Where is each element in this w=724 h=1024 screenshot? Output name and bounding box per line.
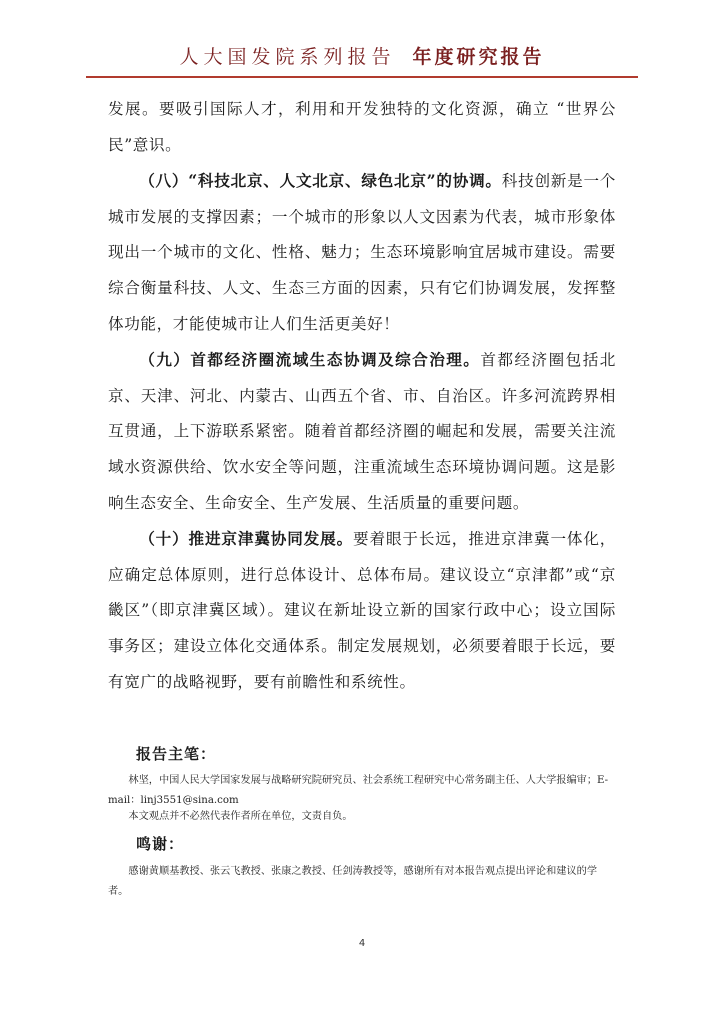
- paragraph-section-10: [108, 521, 616, 700]
- page-header: [86, 42, 638, 76]
- paragraph-text: 发展。要吸引国际人才，利用和开发独特的文化资源，确立 “世界公民”意识。: [108, 100, 616, 154]
- acknowledgement-heading: 鸣谢：: [136, 835, 185, 853]
- series-title: 人大国发院系列报告: [179, 46, 396, 68]
- paragraph-text: 首都经济圈包括北京、天津、河北、内蒙古、山西五个省、市、自治区。许多河流跨界相互贯通，上下游联系紧密。随着首都经济圈的崛起和发展，需要关注流域水资源供给、饮水安全等问题，注重流域生态环境协调问题。这是影响生态安全、生命安全、生产发展、生活质量的重要问题。: [108, 351, 616, 512]
- section-heading: （九）首都经济圈流域生态协调及综合治理。: [139, 350, 481, 370]
- acknowledgement-text: 感谢黄顺基教授、张云飞教授、张康之教授、任剑涛教授等，感谢所有对本报告观点提出评论和建议的学者。: [108, 866, 598, 897]
- paragraph-section-9: [108, 342, 616, 521]
- header-divider: [86, 76, 638, 78]
- paragraph-text: 要着眼于长远，推进京津冀一体化，应确定总体原则，进行总体设计、总体布局。建议设立“京津都”或“京畿区”（即京津冀区域）。建议在新址设立新的国家行政中心；设立国际事务区；建设立体化交通体系。制定发展规划，必须要着眼于长远，要有宽广的战略视野，要有前瞻性和系统性。: [108, 530, 616, 691]
- paragraph-continuation: [108, 92, 616, 163]
- author-info: 林坚，中国人民大学国家发展与战略研究院研究员、社会系统工程研究中心常务副主任、人大学报编审；E-mail：linj3551@sina.com: [108, 775, 609, 806]
- page-number: 4: [358, 938, 366, 949]
- paragraph-text: 科技创新是一个城市发展的支撑因素；一个城市的形象以人文因素为代表，城市形象体现出一个城市的文化、性格、魅力；生态环境影响宜居城市建设。需要综合衡量科技、人文、生态三方面的因素，只有它们协调发展，发挥整体功能，才能使城市让人们生活更美好！: [108, 172, 616, 333]
- paragraph-section-8: [108, 163, 616, 342]
- body-text: [108, 92, 616, 700]
- report-title: 年度研究报告: [412, 46, 545, 68]
- section-heading: （十）推进京津冀协同发展。: [139, 529, 354, 549]
- disclaimer: 本文观点并不必然代表作者所在单位，文责自负。: [128, 811, 353, 822]
- section-heading: （八）“科技北京、人文北京、绿色北京”的协调。: [139, 171, 502, 191]
- author-heading: 报告主笔：: [136, 745, 217, 763]
